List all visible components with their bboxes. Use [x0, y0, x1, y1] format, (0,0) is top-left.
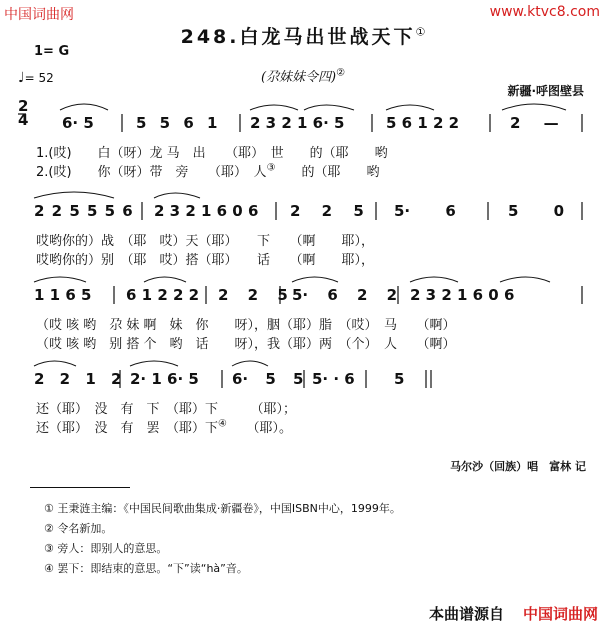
- staff-line-3: [14, 270, 596, 366]
- slur-2: [250, 105, 298, 110]
- staff-line-2: [14, 186, 596, 282]
- measure-2-4: 5· 6: [394, 202, 456, 220]
- lyric-text: 的（耶 哟: [275, 165, 380, 180]
- slur-4: [386, 105, 434, 110]
- measure-1-2: 5 5 6 1: [136, 114, 218, 132]
- lyric-text: 2.(哎) 你（呀）带 旁 （耶） 人: [36, 165, 267, 180]
- measure-2-2: 2 3 2 1 6 0 6: [154, 202, 259, 220]
- staff-2-notation: [14, 186, 596, 226]
- tune-name-text: (尕妹妹令四): [260, 70, 337, 85]
- measure-4-1: 2 2 1 2: [34, 370, 122, 388]
- footnote-2: ② 令名新加。: [44, 522, 113, 535]
- footnote-4: ④ 罢下：即结束的意思。“下”读“hà”音。: [44, 562, 248, 575]
- slur: [292, 277, 338, 282]
- source-brand[interactable]: 中国词曲网: [522, 605, 598, 623]
- footnote-1: ① 王秉涟主编：《中国民间歌曲集成·新疆卷》，中国ISBN中心，1999年。: [44, 502, 401, 515]
- staff-line-4: [14, 354, 596, 450]
- measure-4-5: 5: [394, 370, 405, 388]
- lyric-text: 还（耶） 没 有 罢 （耶）下: [36, 421, 219, 436]
- measure-3-1: 1 1 6 5: [34, 286, 92, 304]
- measure-1-1: 6· 5: [62, 114, 94, 132]
- slur-1: [60, 104, 108, 110]
- lyric-text: （耶）。: [226, 421, 292, 436]
- footnote-marker-3: ③: [266, 162, 276, 174]
- lyric-3-verse-2: （哎 咳 哟 别 搭 个 哟 话 呀），我（耶）两 （个） 人 （啊）: [36, 337, 456, 352]
- footnote-3: ③ 旁人：即别人的意思。: [44, 542, 168, 555]
- slur: [500, 277, 550, 282]
- measure-2-5: 5 0: [508, 202, 565, 220]
- slur: [34, 277, 86, 282]
- measure-2-1: 2 2 5 5 5 6: [34, 202, 133, 220]
- lyric-3-verse-1: （哎 咳 哟 尕 妹 啊 妹 你 呀），胭（耶）脂 （哎） 马 （啊）: [36, 318, 456, 333]
- slur: [144, 277, 186, 282]
- measure-3-4: 5· 6 2 2: [292, 286, 398, 304]
- measure-4-3: 6· 5 5: [232, 370, 304, 388]
- quarter-note-icon: ♩: [18, 70, 25, 86]
- staff-3-notation: [14, 270, 596, 310]
- slur: [34, 361, 76, 366]
- slur: [34, 192, 114, 198]
- measure-1-4: 5 6 1 2 2: [386, 114, 460, 132]
- lyric-2-verse-1: 哎哟你的）战 （耶 哎）天（耶） 下 （啊 耶），: [36, 234, 375, 249]
- measure-1-5: 2 —: [510, 114, 559, 132]
- lyric-1-verse-1: 1.(哎) 白（呀）龙 马 出 （耶） 世 的（耶 哟: [36, 146, 388, 161]
- lyric-4-verse-2: [36, 417, 292, 436]
- song-title: [0, 22, 606, 49]
- song-number: 248.: [180, 26, 240, 48]
- tune-footnote-marker: ②: [336, 67, 346, 79]
- time-signature-top: 2: [18, 97, 29, 115]
- watermark-right: www.ktvc8.com: [489, 4, 600, 20]
- title-footnote-marker: ①: [415, 25, 426, 39]
- slur: [232, 361, 268, 366]
- region-label: 新疆·呼图壁县: [507, 84, 584, 98]
- key-signature: 1= G: [34, 44, 70, 59]
- footnote-marker-4: ④: [218, 418, 227, 430]
- measure-4-2: 2· 1 6· 5: [130, 370, 199, 388]
- footnote-divider: [30, 487, 130, 488]
- slur: [154, 193, 200, 198]
- measure-3-3: 2 2 5: [218, 286, 288, 304]
- staff-1-notation: [14, 98, 596, 138]
- tempo-value: = 52: [24, 71, 54, 85]
- staff-4-notation: [14, 354, 596, 394]
- slur-5: [502, 104, 566, 110]
- lyric-2-verse-2: 哎哟你的）别 （耶 哎）搭（耶） 话 （啊 耶），: [36, 253, 375, 268]
- slur-3: [304, 105, 354, 110]
- measure-3-5: 2 3 2 1 6 0 6: [410, 286, 515, 304]
- source-label: 本曲谱源自: [428, 605, 504, 623]
- time-signature-bottom: 4: [18, 111, 29, 129]
- slur: [410, 277, 458, 282]
- lyric-1-verse-2: [36, 161, 380, 180]
- slur: [130, 361, 178, 366]
- measure-1-3: 2 3 2 1 6· 5: [250, 114, 345, 132]
- staff-line-1: [14, 98, 596, 194]
- song-title-text: 白龙马出世战天下: [239, 26, 416, 48]
- measure-3-2: 6 1 2 2 2: [126, 286, 200, 304]
- lyric-4-verse-1: 还（耶） 没 有 下 （耶）下 （耶）；: [36, 402, 297, 417]
- measure-4-4: 5· · 6: [312, 370, 355, 388]
- performer-credit: 马尔沙（回族）唱 富林 记: [450, 460, 586, 473]
- watermark-left: 中国词曲网: [4, 7, 74, 23]
- measure-2-3: 2 2 5: [290, 202, 364, 220]
